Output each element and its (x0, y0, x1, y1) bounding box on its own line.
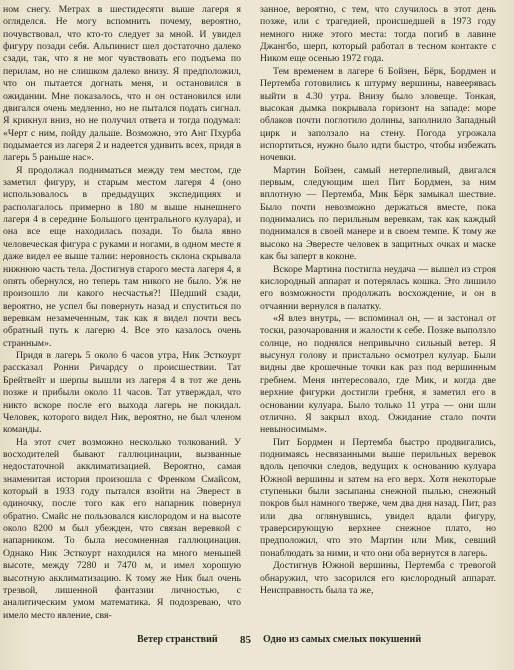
page-footer (0, 634, 514, 650)
paragraph: «Я влез внутрь, — вспоминал он, — и застонал от тоски, разочарования и жалости к себе. Позже выползло солнце, но поднялся непривычно сильный ветер. Я высунул голову и пристально осмотрел кулуар. Были видны две крошечные точки как раз под вершинным гребнем. Меня интересовало, где Мик, и когда две верхние фигурки достигли гребня, я заметил его в основании кулуара. Было только 11 утра — они шли отлично. Я закрыл вход. Ожидание стало почти невыносимым». (260, 312, 496, 436)
running-title-left: Ветер странствий (137, 634, 218, 645)
left-column (3, 4, 241, 622)
paragraph: Вскоре Мартина постигла неудача — вышел из строя кислородный аппарат и потерялась кошка. Это лишило его возможности продолжать восхождение, и он в отчаянии вернулся в палатку. (260, 263, 496, 312)
running-title-right: Одно из самых смелых покушений (263, 634, 422, 645)
paragraph: Пит Бордмен и Пертемба быстро продвигались, поднимаясь несвязанными выше перильных веревок вдоль цепочки следов, ведущих к основанию кулуара Южной вершины и затем на его верх. Хотя некоторые ступеньки были засыпаны снежной пылью, снежный покров был намного тверже, чем два дня назад. Пит, раз или два оглянувшись, увидел вдали фигуру, траверсирующую верхнее снежное плато, но предположил, что это Мартин или Мик, севший понаблюдать за ними, и что они оба вернутся в лагерь. (260, 436, 496, 559)
page-number: 85 (240, 634, 251, 646)
paragraph: На этот счет возможно несколько толкований. У восходителей бывают галлюцинации, вызванные недостаточной акклиматизацией. Вероятно, самая знаменитая история произошла с Френком Смайсом, который в 1933 году пытался взойти на Эверест в одиночку, после того как его напарник повернул обратно. Смайс не пользовался кислородом и на высоте около 8200 м был убежден, что связан веревкой с напарником. То была несомненная галлюцинация. Однако Ник Эсткоурт находился на много меньшей высоте, между 7280 и 7470 м, и имел хорошую высотную акклиматизацию. К тому же Ник был очень трезвой, лишенной фантазии личностью, с аналитическим умом математика. Я подозреваю, что имело место явление, свя- (3, 436, 241, 621)
paragraph: ном снегу. Метрах в шестидесяти выше лагеря я огляделся. Не могу вспомнить почему, вероятно, почувствовал, что кто-то следует за мной. И увидел фигуру позади себя. Альпинист шел достаточно далеко сзади, так, что я не мог чувствовать его подъема по перилам, но не слишком далеко внизу. Я предположил, что он пытается догнать меня, и остановился в ожидании. Мне показалось, что и он остановился или двигался очень медленно, но не пытался подать сигнал. Я крикнул вниз, но не получил ответа и тогда подумал: «Черт с ним, пойду дальше. Возможно, это Анг Пхурба подымается из лагеря 2 и надеется удивить всех, придя в лагерь 5 раньше нас». (3, 4, 241, 164)
paragraph: занное, вероятно, с тем, что случилось в этот день позже, или с трагедией, происшедшей в 1973 году немного ниже этого места: тогда погиб в лавине Джангбо, шерп, который работал в тесном контакте с Ником еще осенью 1972 года. (260, 4, 496, 65)
paragraph: Я продолжал подниматься между тем местом, где заметил фигуру, и старым местом лагеря 4 (оно использовалось в предыдущих экспедициях и располагалось примерно в 180 м выше нынешнего лагеря 4 в середине Большого центрального кулуара), и она все еще находилась позади. То была явно человеческая фигура с руками и ногами, в одном месте я даже видел ее выше талии: неровность склона скрывала нижнюю часть тела. Достигнув старого места лагеря 4, я опять обернулся, но теперь там никого не было. Уж не произошло ли какого несчастья?! Шедший сзади, вероятно, не успел бы повернуть назад и спуститься по веревкам незамеченным, так как я видел почти весь обратный путь к лагерю 4. Все это казалось очень странным». (3, 164, 241, 349)
paragraph: Тем временем в лагере 6 Бойзен, Бёрк, Бордмен и Пертемба готовились к штурму вершины, навеерявась выйти в 4.30 утра. Внизу было зловеще. Тонкая, высокая дымка покрывала горизонт на западе: море облаков почти поглотило долины, заполнило Западный цирк и заползало на стену. Погода угрожала испортиться, нужно было идти быстро, чтобы избежать ночевки. (260, 65, 496, 164)
right-column (260, 4, 496, 597)
paragraph: Достигнув Южной вершины, Пертемба с тревогой обнаружил, что засорился его кислородный аппарат. Неисправность была та же, (260, 560, 496, 596)
paragraph: Придя в лагерь 5 около 6 часов утра, Ник Эсткоурт рассказал Ронни Ричардсу о происшествии. Тат Брейтвейт и шерпы вышли из лагеря 4 в тот же день позже и прибыли около 11 часов. Тат утверждал, что никто вскоре после его выхода лагерь не покидал. Человек, которого видел Ник, вероятно, не был членом команды. (3, 350, 241, 436)
paragraph: Мартин Бойзен, самый нетерпеливый, двигался первым, следующим шел Пит Бордмен, за ним вплотную — Пертемба, Мик Бёрк замыкал шествие. Было почти невозможно держаться вместе, пока поднимались по перильным веревкам, так как каждый поднимался в своей манере и в своем темпе. К тому же высоко на Эвересте человек в защитных очках и маске как бы заперт в коконе. (260, 164, 496, 263)
